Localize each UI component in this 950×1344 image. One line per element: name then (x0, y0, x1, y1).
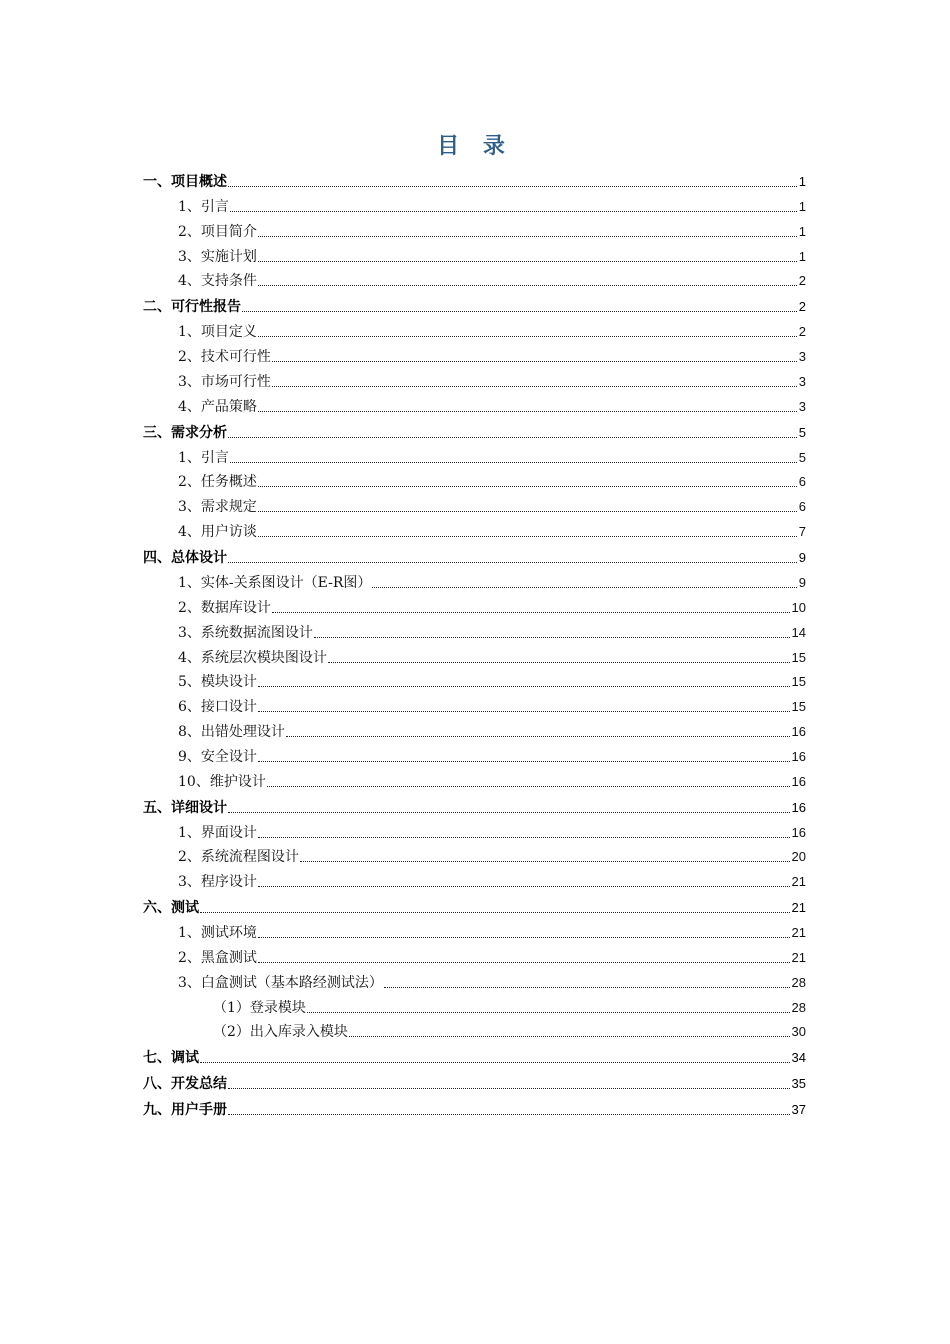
toc-page-number: 10 (791, 599, 806, 615)
toc-page-number: 1 (798, 223, 806, 239)
toc-entry-label: （2）出入库录入模块 (213, 1024, 348, 1041)
toc-section-entry[interactable] (143, 266, 806, 291)
toc-page-number: 21 (791, 900, 806, 916)
toc-section-entry[interactable] (143, 341, 806, 366)
toc-section-entry[interactable] (143, 691, 806, 716)
dot-leader (272, 612, 790, 613)
toc-entry-label: 1、项目定义 (178, 324, 257, 341)
toc-entry-label: 1、实体-关系图设计（E-R图） (178, 574, 372, 591)
toc-section-entry[interactable] (143, 917, 806, 942)
dot-leader (228, 1088, 790, 1089)
toc-entry-label: 1、引言 (178, 198, 229, 215)
toc-page-number: 20 (791, 849, 806, 865)
toc-page-number: 2 (798, 273, 806, 289)
toc-page-number: 3 (798, 349, 806, 365)
toc-section-entry[interactable] (143, 467, 806, 492)
toc-section-entry[interactable] (143, 667, 806, 692)
toc-page-number: 1 (798, 174, 806, 189)
toc-entry-label: 二、可行性报告 (143, 299, 241, 316)
dot-leader (258, 285, 797, 286)
toc-title: 目 录 (437, 133, 513, 159)
toc-page-number: 28 (791, 974, 806, 990)
dot-leader (200, 1062, 790, 1063)
dot-leader (258, 937, 790, 938)
toc-entry-label: 2、项目简介 (178, 223, 257, 240)
toc-section-entry[interactable] (143, 567, 806, 592)
toc-page-number: 16 (791, 724, 806, 740)
dot-leader (300, 861, 790, 862)
toc-page-number: 21 (791, 874, 806, 890)
dot-leader (242, 311, 797, 312)
toc-chapter-entry[interactable] (143, 791, 806, 817)
toc-entry-label: （1）登录模块 (213, 999, 306, 1016)
toc-page-number: 6 (798, 499, 806, 515)
dot-leader (258, 411, 797, 412)
toc-page-number: 2 (798, 299, 806, 315)
toc-entry-label: 五、详细设计 (143, 799, 227, 816)
dot-leader (228, 1114, 790, 1115)
table-of-contents (143, 165, 806, 1119)
dot-leader (228, 812, 790, 813)
dot-leader (328, 662, 790, 663)
toc-chapter-entry[interactable] (143, 1093, 806, 1119)
toc-section-entry[interactable] (143, 491, 806, 516)
dot-leader (372, 587, 796, 588)
toc-entry-label: 3、市场可行性 (178, 373, 271, 390)
toc-section-entry[interactable] (143, 316, 806, 341)
toc-page-number: 5 (798, 424, 806, 440)
toc-entry-label: 10、维护设计 (178, 773, 266, 790)
dot-leader (230, 462, 797, 463)
toc-chapter-entry[interactable] (143, 290, 806, 316)
dot-leader (258, 886, 790, 887)
dot-leader (272, 386, 797, 387)
toc-entry-label: 3、实施计划 (178, 248, 257, 265)
toc-section-entry[interactable] (143, 241, 806, 266)
toc-entry-label: 八、开发总结 (143, 1076, 227, 1093)
toc-page-number: 16 (791, 773, 806, 789)
dot-leader (258, 236, 797, 237)
toc-page-number: 3 (798, 373, 806, 389)
toc-entry-label: 七、调试 (143, 1050, 199, 1067)
toc-entry-label: 6、接口设计 (178, 699, 257, 716)
toc-entry-label: 4、用户访谈 (178, 524, 257, 541)
toc-page-number: 7 (798, 524, 806, 540)
toc-section-entry[interactable] (143, 766, 806, 791)
toc-section-entry[interactable] (143, 642, 806, 667)
dot-leader (258, 837, 790, 838)
toc-entry-label: 8、出错处理设计 (178, 724, 285, 741)
toc-page-number: 2 (798, 324, 806, 340)
dot-leader (258, 686, 790, 687)
toc-section-entry[interactable] (143, 716, 806, 741)
dot-leader (258, 261, 797, 262)
toc-section-entry[interactable] (143, 741, 806, 766)
toc-page-number: 15 (791, 699, 806, 715)
toc-chapter-entry[interactable] (143, 416, 806, 442)
toc-chapter-entry[interactable] (143, 891, 806, 917)
dot-leader (349, 1036, 790, 1037)
toc-section-entry[interactable] (143, 516, 806, 541)
dot-leader (258, 761, 790, 762)
toc-page-number: 6 (798, 474, 806, 490)
toc-page-number: 16 (791, 748, 806, 764)
toc-entry-label: 三、需求分析 (143, 424, 227, 441)
toc-page-number: 34 (791, 1050, 806, 1066)
dot-leader (258, 486, 797, 487)
toc-page-number: 35 (791, 1076, 806, 1092)
toc-entry-label: 2、技术可行性 (178, 349, 271, 366)
toc-section-entry[interactable] (143, 842, 806, 867)
dot-leader (314, 637, 790, 638)
toc-entry-label: 六、测试 (143, 900, 199, 917)
dot-leader (258, 962, 790, 963)
toc-section-entry[interactable] (143, 366, 806, 391)
toc-page-number: 37 (791, 1102, 806, 1118)
dot-leader (384, 987, 790, 988)
dot-leader (200, 912, 790, 913)
toc-section-entry[interactable] (143, 191, 806, 216)
dot-leader (258, 711, 790, 712)
toc-page-number: 3 (798, 398, 806, 414)
toc-page-number: 1 (798, 248, 806, 264)
toc-section-entry[interactable] (143, 866, 806, 891)
dot-leader (258, 511, 797, 512)
dot-leader (286, 736, 790, 737)
toc-chapter-entry[interactable] (143, 1041, 806, 1067)
toc-section-entry[interactable] (143, 942, 806, 967)
toc-section-entry[interactable] (143, 817, 806, 842)
dot-leader (228, 437, 797, 438)
toc-chapter-entry[interactable] (143, 165, 806, 191)
toc-page-number: 16 (791, 824, 806, 840)
toc-page-number: 5 (798, 449, 806, 465)
toc-chapter-entry[interactable] (143, 541, 806, 567)
toc-page-number: 28 (791, 999, 806, 1015)
dot-leader (228, 186, 797, 187)
toc-page-number: 21 (791, 925, 806, 941)
toc-entry-label: 2、任务概述 (178, 474, 257, 491)
dot-leader (258, 336, 797, 337)
toc-page-number: 15 (791, 649, 806, 665)
dot-leader (230, 211, 797, 212)
dot-leader (267, 786, 790, 787)
toc-section-entry[interactable] (143, 617, 806, 642)
toc-page-number: 9 (798, 574, 806, 590)
toc-entry-label: 4、支持条件 (178, 273, 257, 290)
toc-entry-label: 1、测试环境 (178, 925, 257, 942)
toc-entry-label: 2、系统流程图设计 (178, 849, 299, 866)
toc-section-entry[interactable] (143, 967, 806, 992)
toc-subsection-entry[interactable] (143, 992, 806, 1017)
toc-entry-label: 1、引言 (178, 449, 229, 466)
toc-entry-label: 9、安全设计 (178, 748, 257, 765)
dot-leader (307, 1012, 790, 1013)
dot-leader (272, 361, 797, 362)
toc-entry-label: 2、黑盒测试 (178, 949, 257, 966)
toc-entry-label: 九、用户手册 (143, 1102, 227, 1119)
toc-page-number: 14 (791, 624, 806, 640)
toc-entry-label: 3、需求规定 (178, 499, 257, 516)
toc-section-entry[interactable] (143, 391, 806, 416)
toc-entry-label: 1、界面设计 (178, 824, 257, 841)
toc-page-number: 1 (798, 198, 806, 214)
toc-page-number: 30 (791, 1024, 806, 1040)
toc-section-entry[interactable] (143, 442, 806, 467)
toc-page-number: 16 (791, 799, 806, 815)
toc-page-number: 21 (791, 949, 806, 965)
toc-entry-label: 3、程序设计 (178, 874, 257, 891)
toc-entry-label: 4、产品策略 (178, 398, 257, 415)
toc-entry-label: 3、白盒测试（基本路经测试法） (178, 974, 383, 991)
toc-entry-label: 4、系统层次模块图设计 (178, 649, 327, 666)
toc-page-number: 15 (791, 674, 806, 690)
toc-entry-label: 2、数据库设计 (178, 599, 271, 616)
toc-subsection-entry[interactable] (143, 1017, 806, 1042)
toc-section-entry[interactable] (143, 216, 806, 241)
toc-entry-label: 3、系统数据流图设计 (178, 624, 313, 641)
toc-page-number: 9 (798, 550, 806, 566)
toc-entry-label: 四、总体设计 (143, 550, 227, 567)
toc-section-entry[interactable] (143, 592, 806, 617)
toc-chapter-entry[interactable] (143, 1067, 806, 1093)
toc-entry-label: 一、项目概述 (143, 174, 227, 190)
dot-leader (258, 536, 797, 537)
toc-entry-label: 5、模块设计 (178, 674, 257, 691)
dot-leader (228, 562, 797, 563)
